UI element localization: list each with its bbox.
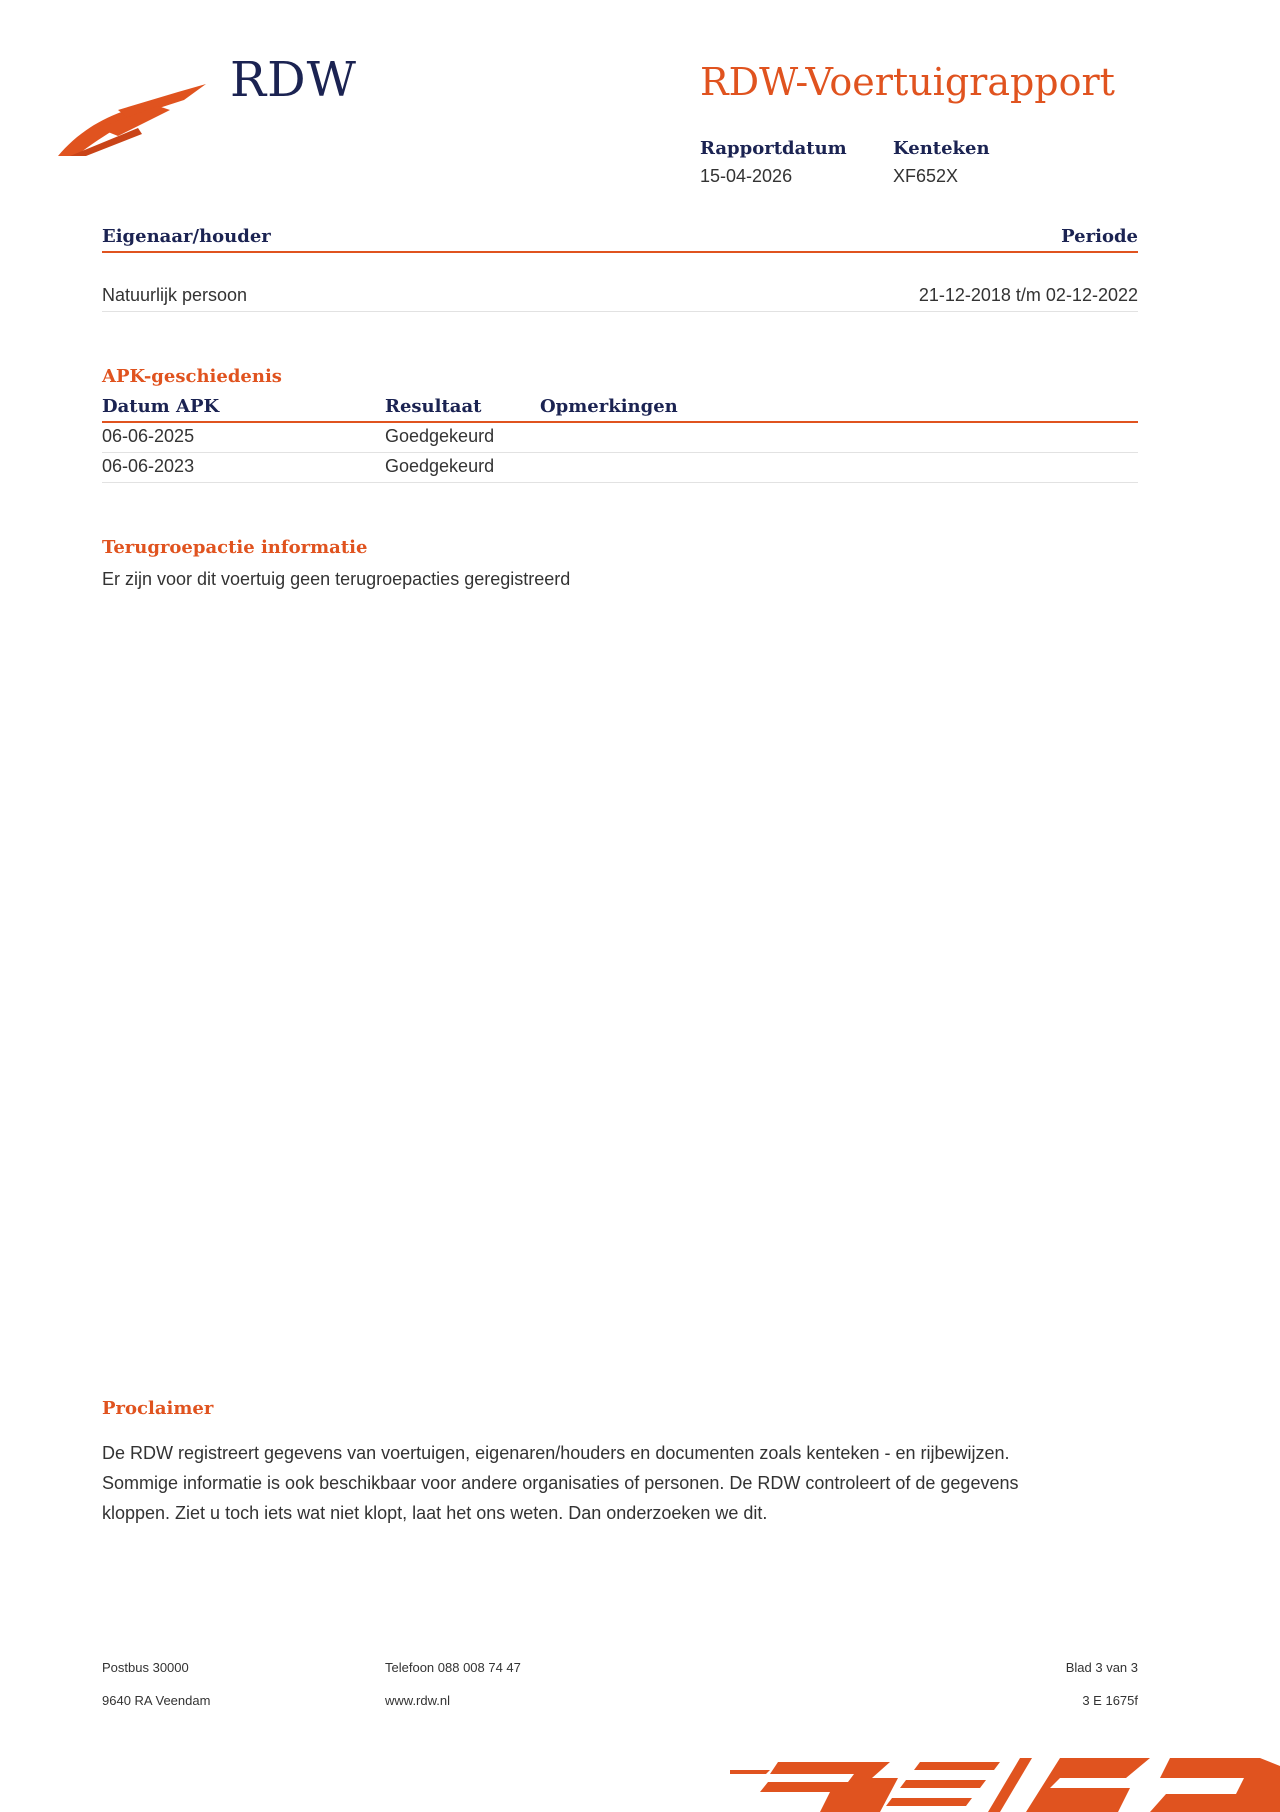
owner-row-divider [102, 311, 1138, 312]
apk-row-1-date: 06-06-2025 [102, 426, 195, 446]
apk-header-date: Datum APK [102, 396, 220, 417]
rapportdatum-label: Rapportdatum [700, 138, 847, 159]
rdw-logo-text: RDW [230, 52, 357, 108]
apk-row-1-divider [102, 452, 1138, 453]
footer-address-line2: 9640 RA Veendam [102, 1693, 211, 1708]
apk-header-divider [102, 421, 1138, 423]
owner-type: Natuurlijk persoon [102, 285, 248, 305]
rapportdatum-value: 15-04-2026 [700, 166, 793, 186]
footer-page-number: Blad 3 van 3 [1065, 1660, 1138, 1675]
footer-document-code: 3 E 1675f [1082, 1693, 1138, 1708]
footer-phone: Telefoon 088 008 74 47 [385, 1660, 521, 1675]
apk-row-2-date: 06-06-2023 [102, 456, 195, 476]
apk-row-2-result: Goedgekeurd [385, 456, 495, 476]
proclaimer-line: kloppen. Ziet u toch iets wat niet klopt, laat het ons weten. Dan onderzoeken we dit. [102, 1503, 768, 1523]
apk-row-2-divider [102, 482, 1138, 483]
proclaimer-title: Proclaimer [102, 1398, 214, 1419]
kenteken-label: Kenteken [893, 138, 990, 159]
report-title: RDW-Voertuigrapport [700, 60, 1115, 104]
footer-website-link[interactable]: www.rdw.nl [385, 1693, 451, 1708]
rdw-logo-mark-icon [58, 84, 208, 164]
proclaimer-line: De RDW registreert gegevens van voertuigen, eigenaren/houders en documenten zoals kenteken - en rijbewijzen. [102, 1443, 1010, 1463]
proclaimer-body [102, 1438, 1162, 1528]
owner-header-divider [102, 251, 1138, 253]
period-column-header: Periode [1061, 226, 1138, 247]
apk-header-result: Resultaat [385, 396, 482, 417]
footer-address-line1: Postbus 30000 [102, 1660, 189, 1675]
owner-period: 21-12-2018 t/m 02-12-2022 [918, 285, 1138, 305]
apk-header-remarks: Opmerkingen [540, 396, 678, 417]
recall-section-title: Terugroepactie informatie [102, 537, 368, 558]
apk-row-1-result: Goedgekeurd [385, 426, 495, 446]
recall-text: Er zijn voor dit voertuig geen terugroepacties geregistreerd [102, 569, 571, 589]
footer-decorative-stripes-icon [730, 1748, 1280, 1812]
apk-section-title: APK-geschiedenis [102, 366, 282, 387]
owner-column-header: Eigenaar/houder [102, 226, 271, 247]
proclaimer-line: Sommige informatie is ook beschikbaar voor andere organisaties of personen. De RDW controleert of de gegevens [102, 1473, 1019, 1493]
kenteken-value: XF652X [893, 166, 959, 186]
